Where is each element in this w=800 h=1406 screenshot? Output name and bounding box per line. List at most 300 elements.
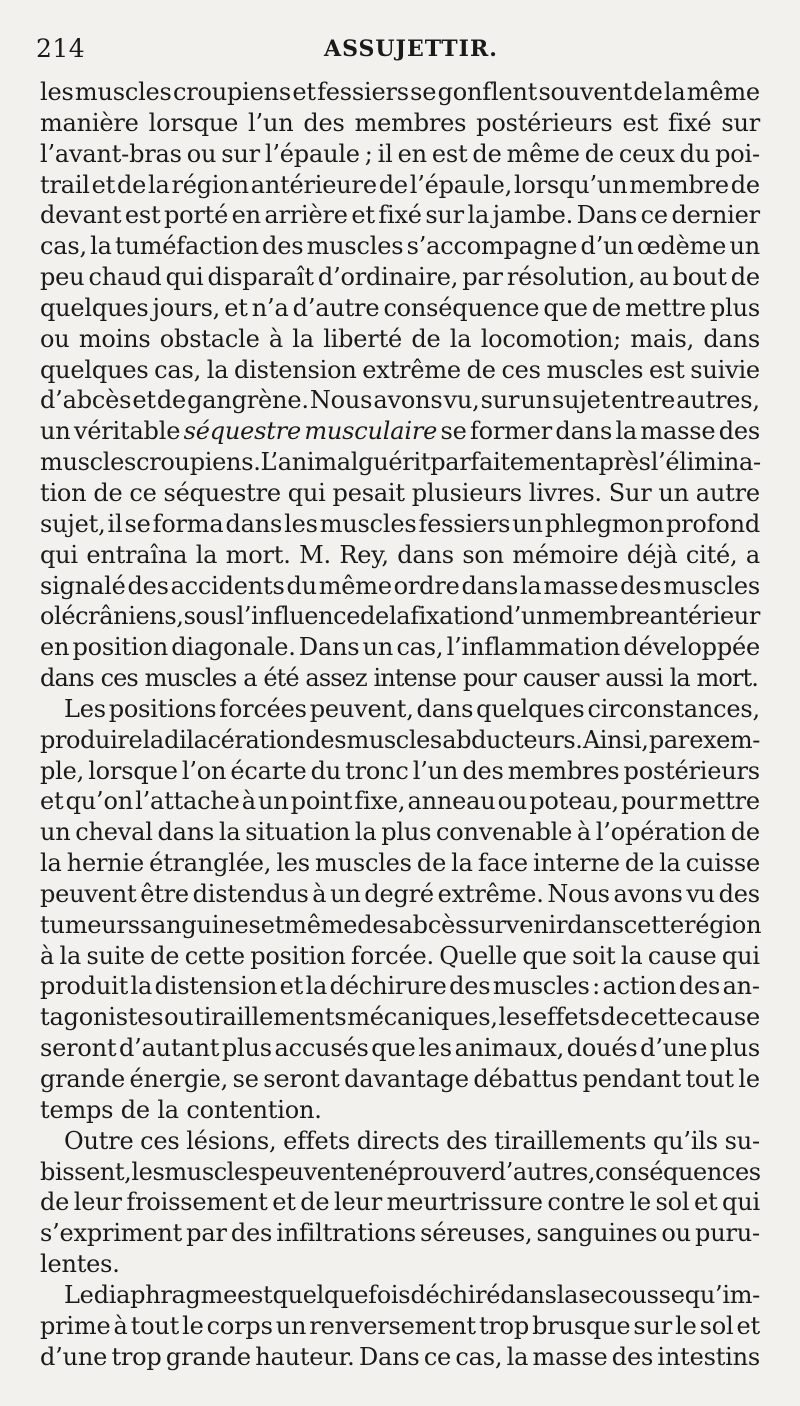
word: interne	[533, 849, 620, 878]
word: de	[378, 170, 408, 199]
text-line	[40, 971, 760, 1002]
word: à	[241, 787, 256, 816]
word: à	[40, 941, 55, 970]
word: jambe.	[492, 201, 574, 230]
word: trop	[478, 1311, 530, 1340]
text-line	[40, 663, 760, 694]
word: cité,	[685, 540, 738, 569]
word: vu	[686, 879, 715, 908]
word: la	[59, 941, 82, 970]
running-head	[36, 34, 756, 66]
word: en	[40, 633, 70, 662]
word: énergie,	[129, 1065, 229, 1093]
word: positions	[108, 694, 217, 723]
word: mécaniques,	[347, 1003, 498, 1032]
text-line	[40, 447, 760, 478]
word: lorsque	[88, 756, 178, 785]
word: doués	[566, 1034, 638, 1063]
text-line	[40, 817, 760, 848]
word: d’une	[640, 1034, 708, 1063]
word: de	[472, 139, 502, 168]
word: ordre	[393, 571, 460, 600]
word: des	[718, 417, 760, 446]
text-line	[40, 540, 760, 571]
word: sous	[183, 602, 237, 631]
word: forcée.	[351, 941, 434, 970]
word: pendant	[582, 1065, 681, 1093]
word: cette	[630, 1003, 691, 1032]
word: position	[72, 633, 168, 662]
word: l’attache	[135, 787, 240, 816]
word: la	[659, 849, 681, 878]
word: croupiens.	[136, 448, 261, 477]
word: que	[522, 941, 567, 970]
word: seront	[40, 1034, 117, 1063]
word: mort.	[225, 540, 291, 569]
word: Dans	[298, 633, 360, 662]
word: peuvent,	[309, 694, 414, 723]
word: est	[237, 1280, 273, 1309]
word: est	[124, 201, 161, 230]
word: sujet,	[40, 509, 106, 538]
word: de	[150, 941, 180, 970]
word: la	[556, 1280, 579, 1309]
word: muscles	[546, 355, 644, 384]
word: cuisse	[685, 849, 760, 878]
word: l’épaule,	[409, 170, 513, 199]
word: fixé	[667, 108, 712, 137]
word: d’une	[40, 1342, 108, 1371]
text-line	[40, 1187, 760, 1218]
word: muscles	[74, 78, 172, 106]
word: muscles	[40, 448, 137, 477]
word: éprouver	[383, 1157, 491, 1186]
word: davantage	[344, 1065, 469, 1093]
word: un	[520, 386, 551, 415]
word: degré	[364, 879, 434, 908]
word: position	[250, 941, 346, 970]
word: un	[729, 232, 760, 261]
text-line	[40, 416, 760, 447]
word: qu’ils	[652, 1126, 718, 1155]
word: de	[120, 1095, 158, 1124]
word: à	[312, 879, 327, 908]
word: anneau	[407, 787, 496, 816]
word: d’autant	[118, 1034, 220, 1063]
word: porté	[163, 201, 229, 230]
word: fessiers	[418, 509, 511, 538]
text-line	[40, 478, 760, 509]
word: dans	[40, 664, 101, 693]
word: résolution,	[506, 263, 636, 292]
word: dans	[157, 818, 215, 847]
word: développée	[623, 633, 760, 662]
word: suite	[86, 941, 145, 970]
word: gonflent	[437, 78, 538, 106]
word: postérieurs	[623, 756, 760, 785]
word: abcès	[398, 910, 468, 939]
word: quelques	[40, 355, 149, 384]
word: s’expriment	[40, 1219, 183, 1248]
word: peu	[40, 263, 85, 292]
word: muscles	[663, 571, 760, 600]
word: dans	[703, 324, 760, 353]
word: ple,	[40, 756, 85, 785]
word: cheval	[75, 818, 153, 847]
word: des	[449, 972, 491, 1001]
word: exem-	[689, 725, 760, 754]
word: des	[262, 232, 304, 261]
word: un	[40, 417, 71, 446]
word: les	[284, 509, 318, 538]
word: qui	[721, 941, 760, 970]
word: n’a	[251, 293, 289, 322]
word: disparaît	[207, 263, 314, 292]
word: les	[40, 78, 74, 106]
word: :	[592, 972, 601, 1001]
word: membres	[354, 108, 467, 137]
word: Quelle	[439, 941, 517, 970]
word: de	[600, 1003, 630, 1032]
word: renversement	[309, 1311, 476, 1340]
word: entraîna	[86, 540, 188, 569]
word: ces	[100, 664, 145, 693]
word: l’un	[248, 108, 294, 137]
word: en	[231, 201, 261, 230]
word: avons	[613, 879, 683, 908]
word: l’influence	[236, 602, 360, 631]
word: déjà	[626, 540, 678, 569]
text-line	[40, 385, 760, 416]
word: des	[230, 1219, 273, 1248]
word: temps	[40, 1095, 121, 1124]
word: musculaire	[304, 417, 438, 446]
word: masse	[532, 1342, 608, 1371]
word: accidents	[170, 571, 285, 600]
word: muscles	[319, 509, 417, 538]
word: est	[431, 139, 468, 168]
word: la	[142, 725, 164, 754]
word: moins	[78, 324, 151, 353]
word: tion	[40, 478, 87, 507]
word: de	[411, 324, 441, 353]
word: de	[730, 263, 760, 292]
word: face	[477, 849, 528, 878]
word: il	[377, 139, 393, 168]
text-line	[40, 509, 760, 540]
word: écarte	[230, 756, 307, 785]
word: la	[620, 941, 643, 970]
word: froissement	[126, 1188, 268, 1217]
word: a	[745, 540, 760, 569]
text-line	[40, 200, 760, 231]
word: ce	[129, 478, 157, 507]
word: sol	[655, 1188, 690, 1217]
word: guérit	[358, 448, 431, 477]
word: Dans	[358, 1342, 420, 1371]
word: point	[290, 787, 353, 816]
word: liberté	[323, 324, 403, 353]
word: d’ordinaire,	[317, 263, 459, 292]
word: se	[440, 417, 467, 446]
word: cause	[691, 1003, 760, 1032]
word: L’animal	[260, 448, 359, 477]
text-line	[40, 725, 760, 756]
word: muscles	[164, 1157, 260, 1186]
word: l’opération	[595, 818, 726, 847]
word: des	[611, 1342, 654, 1371]
word: cette	[184, 941, 245, 970]
word: Ainsi,	[582, 725, 649, 754]
word: qui	[287, 478, 326, 507]
word: vu,	[443, 386, 480, 415]
word: masse	[543, 571, 619, 600]
word: de	[93, 478, 123, 507]
word: l’on	[181, 756, 227, 785]
word: du	[286, 571, 317, 600]
word: les	[276, 849, 310, 878]
word: peuvent	[40, 879, 137, 908]
word: Les	[64, 694, 106, 723]
word: M.	[299, 540, 331, 569]
word: il	[107, 509, 123, 538]
word: la	[663, 78, 686, 106]
word: plus	[381, 818, 432, 847]
word: sur	[633, 1311, 673, 1340]
word: muscles	[492, 972, 590, 1001]
word: des	[303, 108, 345, 137]
word: sur	[721, 108, 760, 137]
text-line	[40, 1157, 760, 1188]
word: obstacle	[159, 324, 260, 353]
word: de	[591, 293, 622, 322]
word: fixé	[378, 201, 422, 230]
word: dans	[225, 509, 283, 538]
word: pesait	[332, 478, 405, 507]
text-line	[40, 139, 760, 170]
word: parfaitement	[430, 448, 585, 477]
word: de	[40, 1188, 70, 1217]
word: à	[576, 818, 592, 847]
word: manière	[40, 108, 139, 137]
word: et	[292, 78, 316, 106]
word: hauteur.	[255, 1342, 355, 1371]
word: cas,	[40, 232, 87, 261]
word: jours,	[152, 293, 221, 322]
word: dans	[567, 910, 624, 939]
word: ou	[497, 787, 528, 816]
word: en	[397, 139, 427, 168]
word: étranglée,	[149, 849, 272, 878]
word: ceux	[618, 139, 675, 168]
word: plus	[709, 293, 760, 322]
word: des	[446, 1126, 488, 1155]
word: contention.	[186, 1095, 322, 1124]
text-line	[40, 1002, 760, 1033]
word: circonstances,	[587, 694, 760, 723]
word: trop	[111, 1342, 162, 1371]
word: distension	[234, 355, 357, 384]
word: ou	[40, 324, 70, 353]
word: tout	[685, 1065, 734, 1093]
word: en	[354, 1157, 384, 1186]
word: la	[354, 818, 377, 847]
word: un	[275, 1311, 307, 1340]
text-line	[40, 1342, 760, 1373]
word: se	[124, 509, 151, 538]
word: sanguines	[536, 1219, 658, 1248]
word: effets	[532, 1003, 600, 1032]
word: de	[416, 849, 447, 878]
word: la	[195, 540, 218, 569]
word: le	[629, 1188, 651, 1217]
word: entre	[611, 386, 676, 415]
word: dans	[397, 540, 454, 569]
word: d’autre	[292, 293, 380, 322]
word: livres.	[528, 478, 602, 507]
word: devant	[40, 201, 122, 230]
word: convenable	[436, 818, 573, 847]
word: tronc	[345, 756, 409, 785]
word: des	[127, 571, 169, 600]
word: un	[658, 478, 689, 507]
word: Nous	[547, 879, 610, 908]
word: muscles	[144, 664, 244, 693]
word: de	[156, 386, 187, 415]
word: prime	[40, 1311, 111, 1340]
text-line	[40, 1033, 760, 1064]
word: l’un	[412, 756, 459, 785]
word: forcées	[219, 694, 307, 723]
word: mettre	[625, 293, 706, 322]
word: ou	[186, 139, 217, 168]
word: arrière	[264, 201, 348, 230]
text-line	[40, 1126, 760, 1157]
text-line	[40, 1064, 760, 1095]
word: tumeurs	[40, 910, 140, 939]
word: les	[131, 1157, 165, 1186]
word: soit	[572, 941, 616, 970]
word: mémoire	[512, 540, 619, 569]
word: et	[693, 1188, 718, 1217]
word: même	[506, 139, 580, 168]
word: et	[40, 787, 64, 816]
word: cause	[647, 941, 717, 970]
word: abducteurs.	[442, 725, 583, 754]
word: un	[40, 818, 71, 847]
word: mort.	[696, 664, 758, 693]
text-line	[40, 848, 760, 879]
word: et	[132, 386, 156, 415]
word: fixe,	[354, 787, 406, 816]
word: diaphragme	[93, 1280, 237, 1309]
word: des	[357, 910, 399, 939]
word: plus	[221, 1034, 272, 1063]
word: même	[318, 571, 392, 600]
word: poteau,	[529, 787, 619, 816]
word: fixation	[410, 602, 499, 631]
word: suivie	[690, 355, 760, 384]
word: trail	[40, 170, 90, 199]
text-line	[40, 1249, 760, 1280]
word: que	[543, 293, 588, 322]
word: Nous	[309, 386, 373, 415]
word: intestins	[657, 1342, 760, 1371]
word: peuvent	[259, 1157, 355, 1186]
word: mais,	[630, 324, 695, 353]
word: muscles	[315, 849, 412, 878]
word: la	[467, 201, 490, 230]
word: cas,	[455, 1342, 503, 1371]
word: meurtrissure	[386, 1188, 543, 1217]
text-line	[40, 910, 760, 941]
word: animaux,	[454, 1034, 565, 1063]
word: produit	[40, 972, 129, 1001]
word: du	[310, 756, 342, 785]
word: fessiers	[317, 78, 409, 106]
word: mettre	[679, 787, 760, 816]
word: muscles	[346, 725, 442, 754]
word: dans	[500, 1280, 557, 1309]
word: région	[171, 170, 249, 199]
word: ce	[640, 201, 668, 230]
word: phlegmon	[544, 509, 664, 538]
word: effets	[283, 1126, 351, 1155]
word: être	[140, 879, 189, 908]
word: profond	[665, 509, 760, 538]
word: l’épaule	[264, 139, 360, 168]
word: autre	[695, 478, 760, 507]
word: membres	[507, 756, 620, 785]
word: seront	[263, 1065, 340, 1093]
word: qu’on	[65, 787, 133, 816]
word: dans	[461, 571, 519, 600]
word: bissent,	[40, 1157, 132, 1186]
word: situation	[245, 818, 351, 847]
word: sur	[480, 386, 520, 415]
word: et	[260, 910, 285, 939]
word: la	[519, 571, 542, 600]
word: que	[371, 1034, 416, 1063]
word: grande	[165, 1342, 251, 1371]
word: les	[418, 1034, 452, 1063]
word: dilacération	[164, 725, 306, 754]
word: qui	[722, 1188, 760, 1217]
word: et	[91, 170, 116, 199]
word: et	[736, 1311, 760, 1340]
text-line	[40, 1095, 760, 1126]
word: et	[279, 972, 304, 1001]
word: dans	[555, 417, 613, 446]
word: intense	[373, 664, 463, 693]
text-line	[40, 324, 760, 355]
word: cette	[623, 910, 685, 939]
word: du	[679, 139, 711, 168]
word: Rey,	[339, 540, 389, 569]
word: postérieurs	[476, 108, 613, 137]
word: par	[186, 1219, 227, 1248]
word: quelques	[40, 293, 149, 322]
text-line	[40, 694, 760, 725]
word: d’un	[498, 602, 552, 631]
word: à	[113, 1311, 128, 1340]
word: accusés	[274, 1034, 369, 1063]
word: qu’im-	[684, 1280, 760, 1309]
word: l’inflammation	[446, 633, 621, 662]
word: la	[218, 818, 241, 847]
text-line	[40, 1280, 760, 1311]
body-text	[40, 77, 760, 1372]
